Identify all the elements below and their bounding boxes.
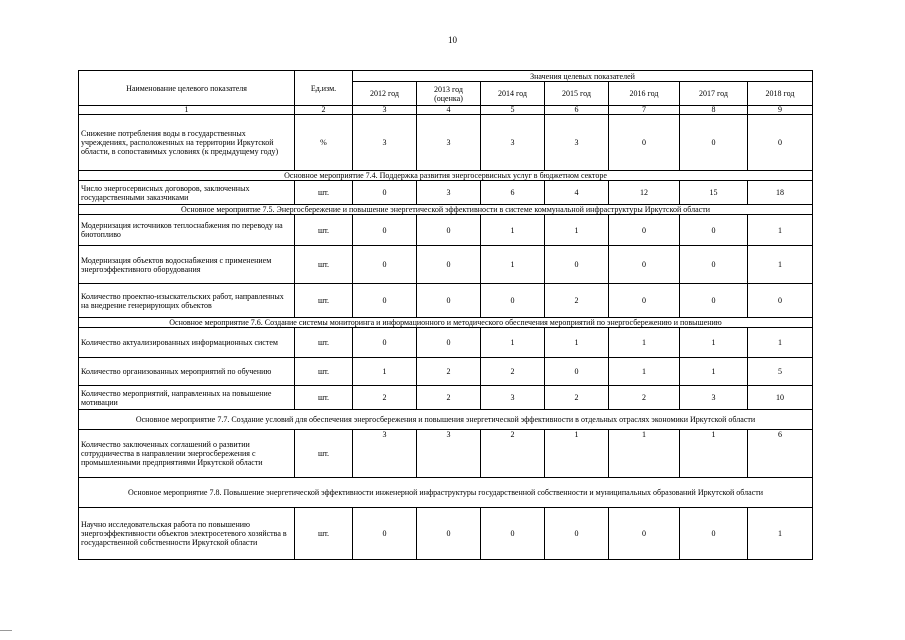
indicator-value: 3	[353, 430, 417, 478]
indicator-value: 0	[481, 284, 545, 318]
indicator-value: 5	[748, 358, 813, 386]
header-year: 2012 год	[353, 82, 417, 106]
indicator-value: 18	[748, 181, 813, 205]
table-row	[79, 358, 813, 386]
indicator-value: 0	[545, 508, 609, 560]
indicator-value: 0	[680, 215, 748, 246]
indicator-value: 2	[481, 358, 545, 386]
table-row	[79, 284, 813, 318]
indicator-value: 12	[609, 181, 680, 205]
column-number: 7	[609, 106, 680, 115]
indicator-value: 2	[353, 386, 417, 410]
table-row	[79, 508, 813, 560]
indicator-value: 0	[353, 215, 417, 246]
indicator-name: Количество актуализированных информационных систем	[79, 328, 295, 358]
indicator-unit: шт.	[295, 386, 353, 410]
indicator-value: 4	[545, 181, 609, 205]
indicator-value: 2	[609, 386, 680, 410]
table-row	[79, 246, 813, 284]
indicator-unit: шт.	[295, 358, 353, 386]
indicator-value: 2	[417, 358, 481, 386]
header-name-column: Наименование целевого показателя	[79, 71, 295, 106]
indicator-value: 1	[748, 328, 813, 358]
indicator-value: 1	[481, 328, 545, 358]
section-title: Основное мероприятие 7.5. Энергосбережение и повышение энергетической эффективности в системе коммунальной инфраструктуры Иркутской области	[79, 205, 813, 215]
indicator-value: 3	[353, 115, 417, 171]
indicator-value: 0	[545, 358, 609, 386]
indicator-unit: шт.	[295, 215, 353, 246]
indicator-value: 0	[609, 284, 680, 318]
indicator-value: 3	[481, 115, 545, 171]
header-year: 2015 год	[545, 82, 609, 106]
indicator-value: 0	[417, 508, 481, 560]
section-row	[79, 478, 813, 508]
indicators-table	[78, 70, 813, 560]
indicator-value: 0	[353, 246, 417, 284]
table-row	[79, 328, 813, 358]
indicator-value: 0	[609, 115, 680, 171]
indicator-unit: шт.	[295, 284, 353, 318]
header-values-group: Значения целевых показателей	[353, 71, 813, 82]
indicator-value: 0	[609, 246, 680, 284]
indicator-value: 3	[545, 115, 609, 171]
section-row	[79, 171, 813, 181]
indicator-value: 0	[417, 246, 481, 284]
section-row	[79, 318, 813, 328]
table-row	[79, 430, 813, 478]
indicator-value: 3	[417, 181, 481, 205]
indicator-value: 1	[545, 430, 609, 478]
section-title: Основное мероприятие 7.6. Создание системы мониторинга и информационного и методического обеспечения мероприятий по энергосбережению и повышению	[79, 318, 813, 328]
indicator-value: 1	[748, 246, 813, 284]
indicator-unit: шт.	[295, 508, 353, 560]
indicator-value: 1	[609, 328, 680, 358]
indicator-value: 0	[353, 284, 417, 318]
section-row	[79, 410, 813, 430]
indicator-name: Количество мероприятий, направленных на повышение мотивации	[79, 386, 295, 410]
indicator-value: 0	[545, 246, 609, 284]
column-number-row	[79, 106, 813, 115]
indicator-value: 6	[748, 430, 813, 478]
column-number: 2	[295, 106, 353, 115]
indicator-value: 15	[680, 181, 748, 205]
indicator-value: 3	[417, 430, 481, 478]
header-year: 2018 год	[748, 82, 813, 106]
indicator-value: 0	[680, 246, 748, 284]
indicator-value: 0	[748, 115, 813, 171]
indicator-value: 0	[417, 328, 481, 358]
header-year: 2014 год	[481, 82, 545, 106]
indicator-value: 1	[481, 246, 545, 284]
indicator-name: Модернизация источников теплоснабжения по переводу на биотопливо	[79, 215, 295, 246]
column-number: 5	[481, 106, 545, 115]
indicator-unit: шт.	[295, 246, 353, 284]
table-row	[79, 386, 813, 410]
header-year: 2016 год	[609, 82, 680, 106]
indicator-value: 10	[748, 386, 813, 410]
indicator-value: 3	[481, 386, 545, 410]
indicator-value: 1	[680, 328, 748, 358]
indicator-value: 1	[481, 215, 545, 246]
indicator-value: 0	[417, 215, 481, 246]
indicator-value: 2	[545, 284, 609, 318]
indicator-value: 0	[353, 328, 417, 358]
scan-edge-mark	[0, 630, 12, 635]
column-number: 1	[79, 106, 295, 115]
indicator-value: 0	[680, 115, 748, 171]
section-title: Основное мероприятие 7.7. Создание условий для обеспечения энергосбережения и повышения энергетической эффективности в отдельных отраслях экономики Иркутской области	[79, 410, 813, 430]
indicator-unit: %	[295, 115, 353, 171]
indicator-name: Количество заключенных соглашений о развитии сотрудничества в направлении энергосбережения с промышленными предприятиями Иркутской области	[79, 430, 295, 478]
indicator-value: 0	[748, 284, 813, 318]
indicator-value: 2	[481, 430, 545, 478]
indicator-value: 0	[481, 508, 545, 560]
page-number: 10	[448, 35, 457, 45]
indicator-value: 1	[609, 358, 680, 386]
indicator-value: 2	[417, 386, 481, 410]
indicator-value: 0	[609, 508, 680, 560]
indicator-value: 0	[417, 284, 481, 318]
indicator-value: 0	[609, 215, 680, 246]
section-row	[79, 205, 813, 215]
indicator-value: 1	[545, 215, 609, 246]
table-row	[79, 115, 813, 171]
indicator-value: 1	[680, 430, 748, 478]
indicator-value: 1	[680, 358, 748, 386]
indicator-value: 0	[353, 181, 417, 205]
column-number: 8	[680, 106, 748, 115]
indicator-name: Научно исследовательская работа по повышению энергоэффективности объектов электросетевого хозяйства в государственной собственности Иркутской области	[79, 508, 295, 560]
indicator-value: 0	[680, 508, 748, 560]
table-row	[79, 181, 813, 205]
indicator-value: 0	[353, 508, 417, 560]
header-year: 2017 год	[680, 82, 748, 106]
indicator-value: 1	[748, 215, 813, 246]
indicator-value: 1	[353, 358, 417, 386]
column-number: 9	[748, 106, 813, 115]
indicator-value: 3	[680, 386, 748, 410]
indicator-value: 1	[609, 430, 680, 478]
header-year: 2013 год (оценка)	[417, 82, 481, 106]
indicator-value: 2	[545, 386, 609, 410]
indicator-value: 3	[417, 115, 481, 171]
indicator-unit: шт.	[295, 430, 353, 478]
indicator-name: Снижение потребления воды в государственных учреждениях, расположенных на территории Иркутской области, в сопоставимых условиях (к предыдущему году)	[79, 115, 295, 171]
indicator-name: Число энергосервисных договоров, заключенных государственными заказчиками	[79, 181, 295, 205]
column-number: 6	[545, 106, 609, 115]
indicator-unit: шт.	[295, 328, 353, 358]
column-number: 3	[353, 106, 417, 115]
section-title: Основное мероприятие 7.8. Повышение энергетической эффективности инженерной инфраструктуры государственной собственности и муниципальных образований Иркутской области	[79, 478, 813, 508]
indicator-value: 1	[748, 508, 813, 560]
indicator-value: 1	[545, 328, 609, 358]
indicator-name: Количество проектно-изыскательских работ, направленных на внедрение генерирующих объектов	[79, 284, 295, 318]
table-header	[79, 71, 813, 115]
header-unit-column: Ед.изм.	[295, 71, 353, 106]
indicator-value: 0	[680, 284, 748, 318]
section-title: Основное мероприятие 7.4. Поддержка развития энергосервисных услуг в бюджетном секторе	[79, 171, 813, 181]
indicator-name: Модернизация объектов водоснабжения с применением энергоэффективного оборудования	[79, 246, 295, 284]
indicator-value: 6	[481, 181, 545, 205]
table-row	[79, 215, 813, 246]
column-number: 4	[417, 106, 481, 115]
indicator-name: Количество организованных мероприятий по обучению	[79, 358, 295, 386]
indicator-unit: шт.	[295, 181, 353, 205]
